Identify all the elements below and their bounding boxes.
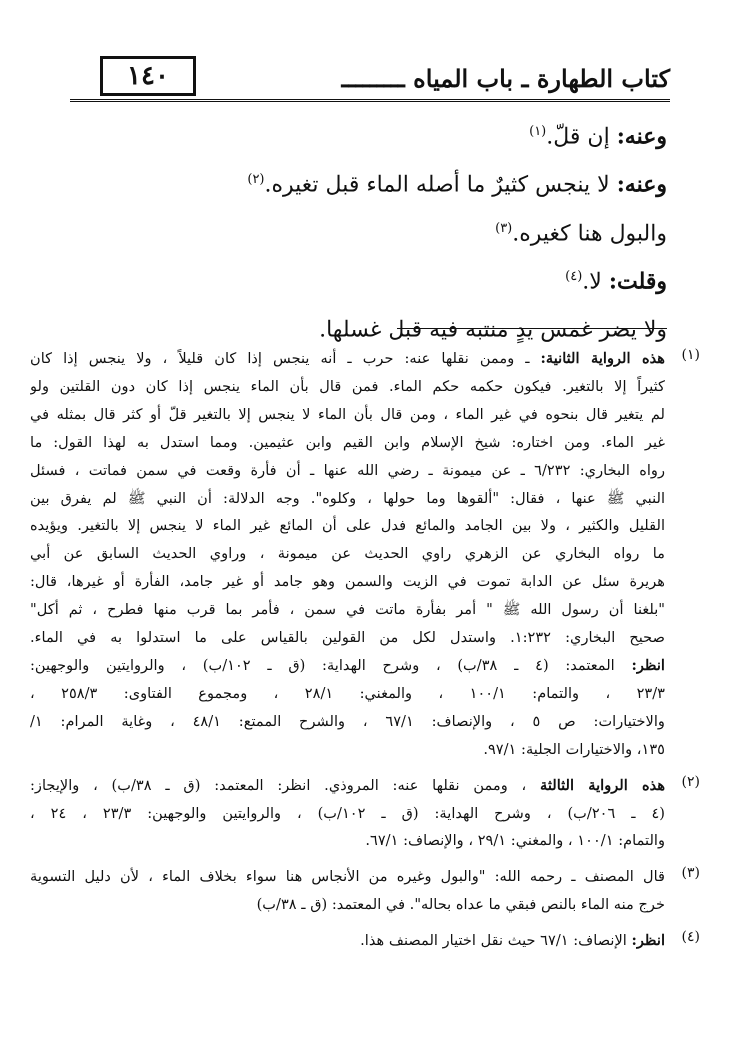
footnote-number: (١) bbox=[681, 347, 700, 363]
footnote bbox=[30, 863, 700, 919]
footnote-line: قال المصنف ـ رحمه الله: "والبول وغيره من الأنجاس هنا سواء بخلاف الماء ، لأن دليل التسوية bbox=[30, 868, 665, 886]
footnote-line: كثيراً إلا بالتغير. فيكون حكمه حكم الماء. فمن قال بأن الماء ينجس إذا كان دون القلتين ولو bbox=[30, 377, 665, 395]
main-line: وعنه: إن قلّ.$^{(١)}$ bbox=[529, 123, 667, 150]
footnotes bbox=[30, 345, 700, 963]
footnote-line: هريرة سئل عن الدابة تموت في الزيت والسمن وهو جامد أو غير جامد، الفأرة أو غيرها، قال: bbox=[30, 573, 665, 591]
main-line: وقلت: لا.$^{(٤)}$ bbox=[565, 268, 667, 295]
footnote-line: صحيح البخاري: ١:٢٣٢. واستدل لكل من القولين بالقياس على ما استدلوا به في الماء. bbox=[30, 629, 665, 647]
footnote-ref: (٣) bbox=[495, 220, 513, 236]
page-number: ١٤٠ bbox=[100, 56, 196, 96]
footnote-line: هذه الرواية الثانية: ـ وممن نقلها عنه: حرب ـ أنه ينجس إذا كان قليلاً ، ولا ينجس إذا كان bbox=[30, 350, 665, 367]
footnote bbox=[30, 345, 700, 764]
footnote-line: انظر: الإنصاف: ٦٧/١ حيث نقل اختيار المصنف هذا. bbox=[360, 932, 665, 950]
footnote-line: لم يتغير قال بنحوه في غير الماء ، ومن قال بأن الماء لا ينجس إلا بالتغير قلّ أو كثر قال بمثله في bbox=[30, 405, 665, 423]
header-divider bbox=[70, 99, 670, 102]
footnote-ref: (١) bbox=[529, 124, 547, 139]
footnote-line: غير الماء. ومن اختاره: شيخ الإسلام وابن القيم وابن عثيمين. ومما استدل به لهذا القول: ما bbox=[30, 433, 665, 451]
main-line: ولا يضر غمس يدٍ منتبه فيه قبل غسلها. bbox=[319, 317, 667, 343]
main-line: والبول هنا كغيره.$^{(٣)}$ bbox=[495, 220, 667, 246]
footnote-line: انظر: المعتمد: (٤ ـ ٣٨/ب) ، وشرح الهداية: (ق ـ ١٠٢/ب) ، والروايتين والوجهين: bbox=[30, 656, 665, 674]
footnote-line: النبي ﷺ عنها ، فقال: "ألقوها وما حولها ، وكلوه". وجه الدلالة: أن النبي ﷺ لم يفرق بين bbox=[30, 489, 665, 507]
footnote-line: (٤ ـ ٢٠٦/ب) ، وشرح الهداية: (ق ـ ١٠٢/ب) ، والروايتين والوجهين: ٢٣/٣ ، ٢٤ ، bbox=[30, 804, 665, 822]
footnote-line: هذه الرواية الثالثة ، وممن نقلها عنه: المروذي. انظر: المعتمد: (ق ـ ٣٨/ب) ، والإيجاز: bbox=[30, 776, 665, 794]
footnote-number: (٣) bbox=[681, 865, 700, 882]
footnote-ref: (٢) bbox=[247, 172, 265, 188]
footnote-separator bbox=[397, 328, 667, 329]
footnote bbox=[30, 927, 700, 955]
footnote-line: والاختيارات: ص ٥ ، والإنصاف: ٦٧/١ ، والشرح الممتع: ٤٨/١ ، وغاية المرام: ١/ bbox=[30, 712, 665, 730]
footnote-line: والتمام: ١٠٠/١ ، والمغني: ٢٩/١ ، والإنصاف: ٦٧/١. bbox=[365, 832, 665, 850]
footnote-line: ١٣٥، والاختيارات الجلية: ٩٧/١. bbox=[483, 740, 665, 758]
footnote-line: رواه البخاري: ٦/٢٣٢ ـ عن ميمونة ـ رضي الله عنها ـ أن فأرة وقعت في سمن فماتت ، فسئل bbox=[30, 461, 665, 479]
footnote-line: ما رواه البخاري عن الزهري راوي الحديث عن ميمونة ، وراوي الحديث السابق عن أبي bbox=[30, 545, 665, 563]
page-header bbox=[70, 52, 670, 104]
footnote-line: "بلغنا أن رسول الله ﷺ " أمر بفأرة ماتت في سمن ، فأمر بما قرب منها فطرح ، ثم أكل" bbox=[30, 601, 665, 619]
footnote-line: ٢٣/٣ ، والتمام: ١٠٠/١ ، والمغني: ٢٨/١ ، ومجموع الفتاوى: ٢٥٨/٣ ، bbox=[30, 684, 665, 702]
main-line: وعنه: لا ينجس كثيرٌ ما أصله الماء قبل تغيره.$^{(٢)}$ bbox=[247, 171, 667, 198]
chapter-title: كتاب الطهارة ـ باب المياه ـــــــــ bbox=[341, 64, 670, 93]
main-text bbox=[67, 110, 667, 352]
footnote-ref: (٤) bbox=[565, 268, 583, 284]
footnote-number: (٢) bbox=[681, 773, 700, 790]
footnote-number: (٤) bbox=[681, 929, 700, 946]
footnote-line: خرج منه الماء بالنص فبقي ما عداه بحاله". في المعتمد: (ق ـ ٣٨/ب) bbox=[256, 896, 665, 914]
footnote-line: القليل والكثير ، ولا بين الجامد والمائع فدل على أن المائع غير الماء لا ينجس إلا بالتغير. ويؤيده bbox=[30, 517, 665, 535]
footnote bbox=[30, 772, 700, 856]
